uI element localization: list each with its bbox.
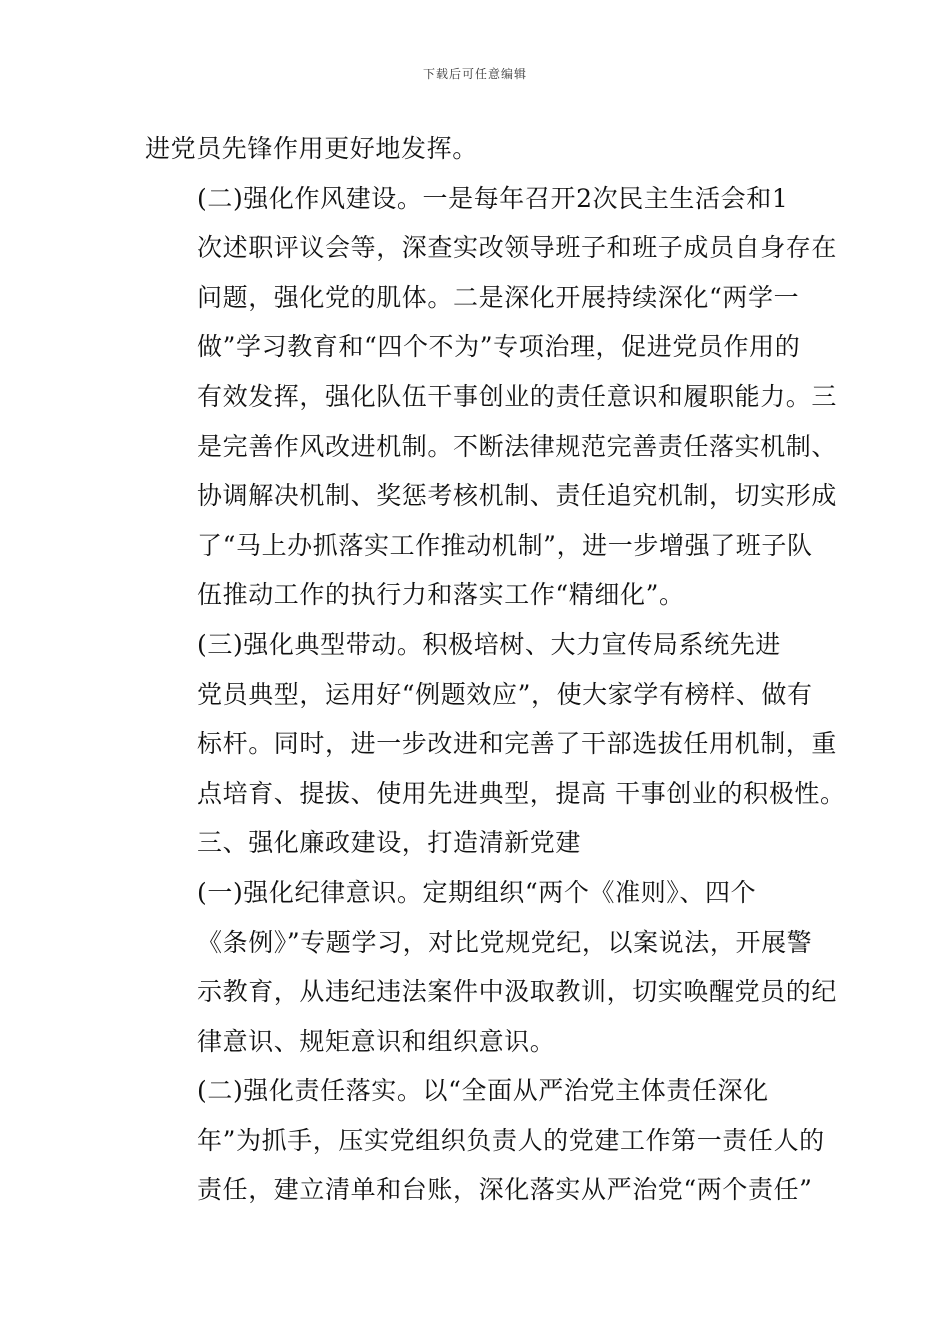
- text-line: 年”为抓手，压实党组织负责人的党建工作第一责任人的: [197, 1125, 825, 1155]
- text-line: (一)强化纪律意识。定期组织“两个《准则》、四个: [197, 877, 757, 907]
- text-line: (二)强化责任落实。以“全面从严治党主体责任深化: [197, 1076, 769, 1106]
- text-line: 党员典型，运用好“例题效应”，使大家学有榜样、做有: [197, 679, 813, 709]
- paragraph: [145, 124, 807, 174]
- text-line: 标杆。同时，进一步改进和完善了干部选拔任用机制，重: [197, 729, 838, 759]
- paragraph: [145, 620, 846, 818]
- text-line: 有效发挥，强化队伍干事创业的责任意识和履职能力。三: [197, 381, 838, 411]
- paragraph: [145, 174, 838, 620]
- text-line: 进党员先锋作用更好地发挥。: [145, 134, 478, 163]
- text-line: (二)强化作风建设。一是每年召开2次民主生活会和1: [197, 183, 789, 213]
- text-line: 点培育、提拔、使用先进典型，提高 干事创业的积极性。: [197, 778, 846, 808]
- paragraph: [145, 818, 807, 868]
- text-line: 问题，强化党的肌体。二是深化开展持续深化“两学一: [197, 282, 800, 312]
- text-line: 伍推动工作的执行力和落实工作“精细化”。: [197, 580, 685, 610]
- text-line: 协调解决机制、奖惩考核机制、责任追究机制，切实形成: [197, 481, 838, 511]
- text-line: 次述职评议会等，深查实改领导班子和班子成员自身存在: [197, 233, 838, 263]
- page-header: 下载后可任意编辑: [422, 67, 527, 81]
- text-line: 《条例》”专题学习，对比党规党纪，以案说法，开展警: [197, 927, 813, 957]
- document-body: [145, 124, 846, 1215]
- text-line: 做”学习教育和“四个不为”专项治理，促进党员作用的: [197, 332, 801, 362]
- text-line: 是完善作风改进机制。不断法律规范完善责任落实机制、: [197, 431, 838, 461]
- paragraph: [145, 1066, 825, 1215]
- text-line: (三)强化典型带动。积极培树、大力宣传局系统先进: [197, 629, 781, 659]
- text-line: 三、强化廉政建设，打造清新党建: [197, 828, 582, 858]
- text-line: 了“马上办抓落实工作推动机制”，进一步增强了班子队: [197, 530, 813, 560]
- text-line: 责任，建立清单和台账，深化落实从严治党“两个责任”: [197, 1175, 813, 1205]
- text-line: 示教育，从违纪违法案件中汲取教训，切实唤醒党员的纪: [197, 977, 838, 1007]
- text-line: 律意识、规矩意识和组织意识。: [197, 1026, 556, 1056]
- paragraph: [145, 868, 838, 1066]
